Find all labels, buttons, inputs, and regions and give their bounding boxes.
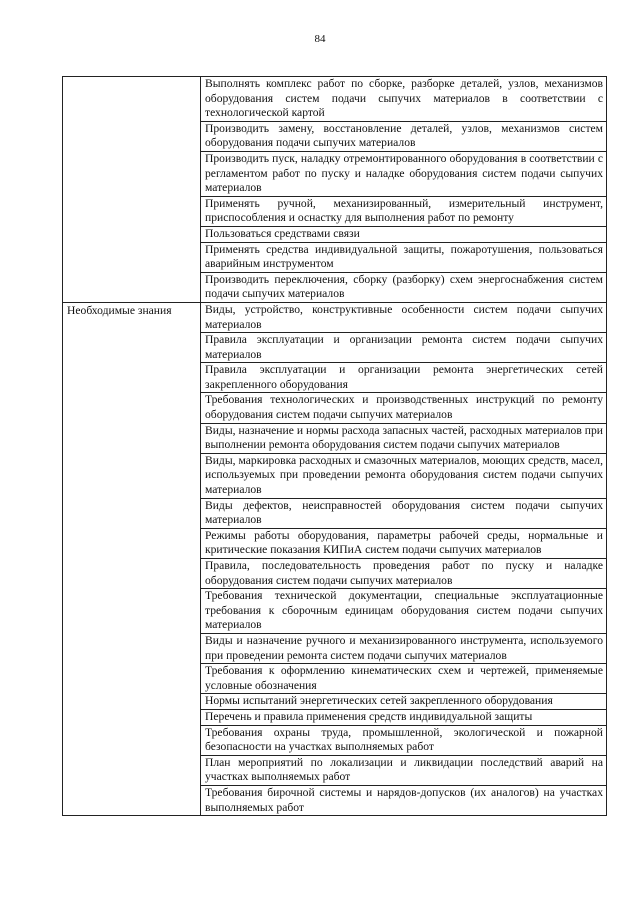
knowledge-item: Требования технологических и производственных инструкций по ремонту оборудования систем подачи сыпучих материалов xyxy=(201,393,607,423)
knowledge-item: Требования бирочной системы и нарядов-допусков (их аналогов) на участках выполняемых работ xyxy=(201,785,607,815)
skills-label-cell xyxy=(63,77,201,303)
knowledge-item: Нормы испытаний энергетических сетей закрепленного оборудования xyxy=(201,694,607,710)
knowledge-item: Виды и назначение ручного и механизированного инструмента, используемого при проведении ремонта систем подачи сыпучих материалов xyxy=(201,633,607,663)
knowledge-item: Правила, последовательность проведения работ по пуску и наладке оборудования систем подачи сыпучих материалов xyxy=(201,559,607,589)
knowledge-item: Виды, назначение и нормы расхода запасных частей, расходных материалов при выполнении ремонта оборудования систем подачи сыпучих материалов xyxy=(201,423,607,453)
knowledge-item: Виды дефектов, неисправностей оборудования систем подачи сыпучих материалов xyxy=(201,498,607,528)
professional-standard-table xyxy=(62,76,607,816)
skill-item: Пользоваться средствами связи xyxy=(201,226,607,242)
knowledge-item: Режимы работы оборудования, параметры рабочей среды, нормальные и критические показания КИПиА систем подачи сыпучих материалов xyxy=(201,528,607,558)
table-row xyxy=(63,302,607,332)
knowledge-item: Перечень и правила применения средств индивидуальной защиты xyxy=(201,709,607,725)
page-number: 84 xyxy=(314,33,326,45)
skill-item: Выполнять комплекс работ по сборке, разборке деталей, узлов, механизмов оборудования систем подачи сыпучих материалов в соответствии с технологической картой xyxy=(201,77,607,122)
knowledge-item: Виды, маркировка расходных и смазочных материалов, моющих средств, масел, используемых при проведении ремонта оборудования систем подачи сыпучих материалов xyxy=(201,453,607,498)
skill-item: Производить замену, восстановление деталей, узлов, механизмов систем оборудования подачи сыпучих материалов xyxy=(201,121,607,151)
knowledge-item: Виды, устройство, конструктивные особенности систем подачи сыпучих материалов xyxy=(201,302,607,332)
knowledge-label-cell: Необходимые знания xyxy=(63,302,201,815)
table-row xyxy=(63,77,607,122)
skill-item: Производить переключения, сборку (разборку) схем энергоснабжения систем подачи сыпучих материалов xyxy=(201,272,607,302)
knowledge-item: Правила эксплуатации и организации ремонта энергетических сетей закрепленного оборудования xyxy=(201,363,607,393)
skill-item: Применять средства индивидуальной защиты, пожаротушения, пользоваться аварийным инструментом xyxy=(201,242,607,272)
knowledge-item: Требования к оформлению кинематических схем и чертежей, применяемые условные обозначения xyxy=(201,664,607,694)
knowledge-item: Правила эксплуатации и организации ремонта систем подачи сыпучих материалов xyxy=(201,333,607,363)
skill-item: Применять ручной, механизированный, измерительный инструмент, приспособления и оснастку для выполнения работ по ремонту xyxy=(201,196,607,226)
knowledge-item: Требования охраны труда, промышленной, экологической и пожарной безопасности на участках выполняемых работ xyxy=(201,725,607,755)
skill-item: Производить пуск, наладку отремонтированного оборудования в соответствии с регламентом работ по пуску и наладке оборудования систем подачи сыпучих материалов xyxy=(201,151,607,196)
knowledge-item: План мероприятий по локализации и ликвидации последствий аварий на участках выполняемых работ xyxy=(201,755,607,785)
knowledge-item: Требования технической документации, специальные эксплуатационные требования к сборочным единицам оборудования систем подачи сыпучих материалов xyxy=(201,589,607,634)
